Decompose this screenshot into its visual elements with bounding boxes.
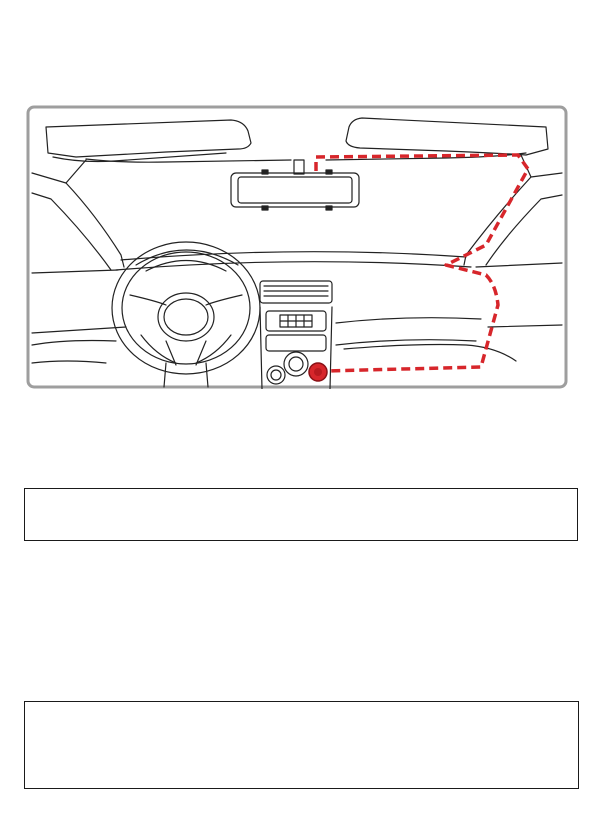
note-box (24, 488, 578, 541)
car-interior-illustration (26, 105, 568, 389)
cable-routing-diagram (26, 105, 568, 389)
note-box (24, 701, 579, 789)
